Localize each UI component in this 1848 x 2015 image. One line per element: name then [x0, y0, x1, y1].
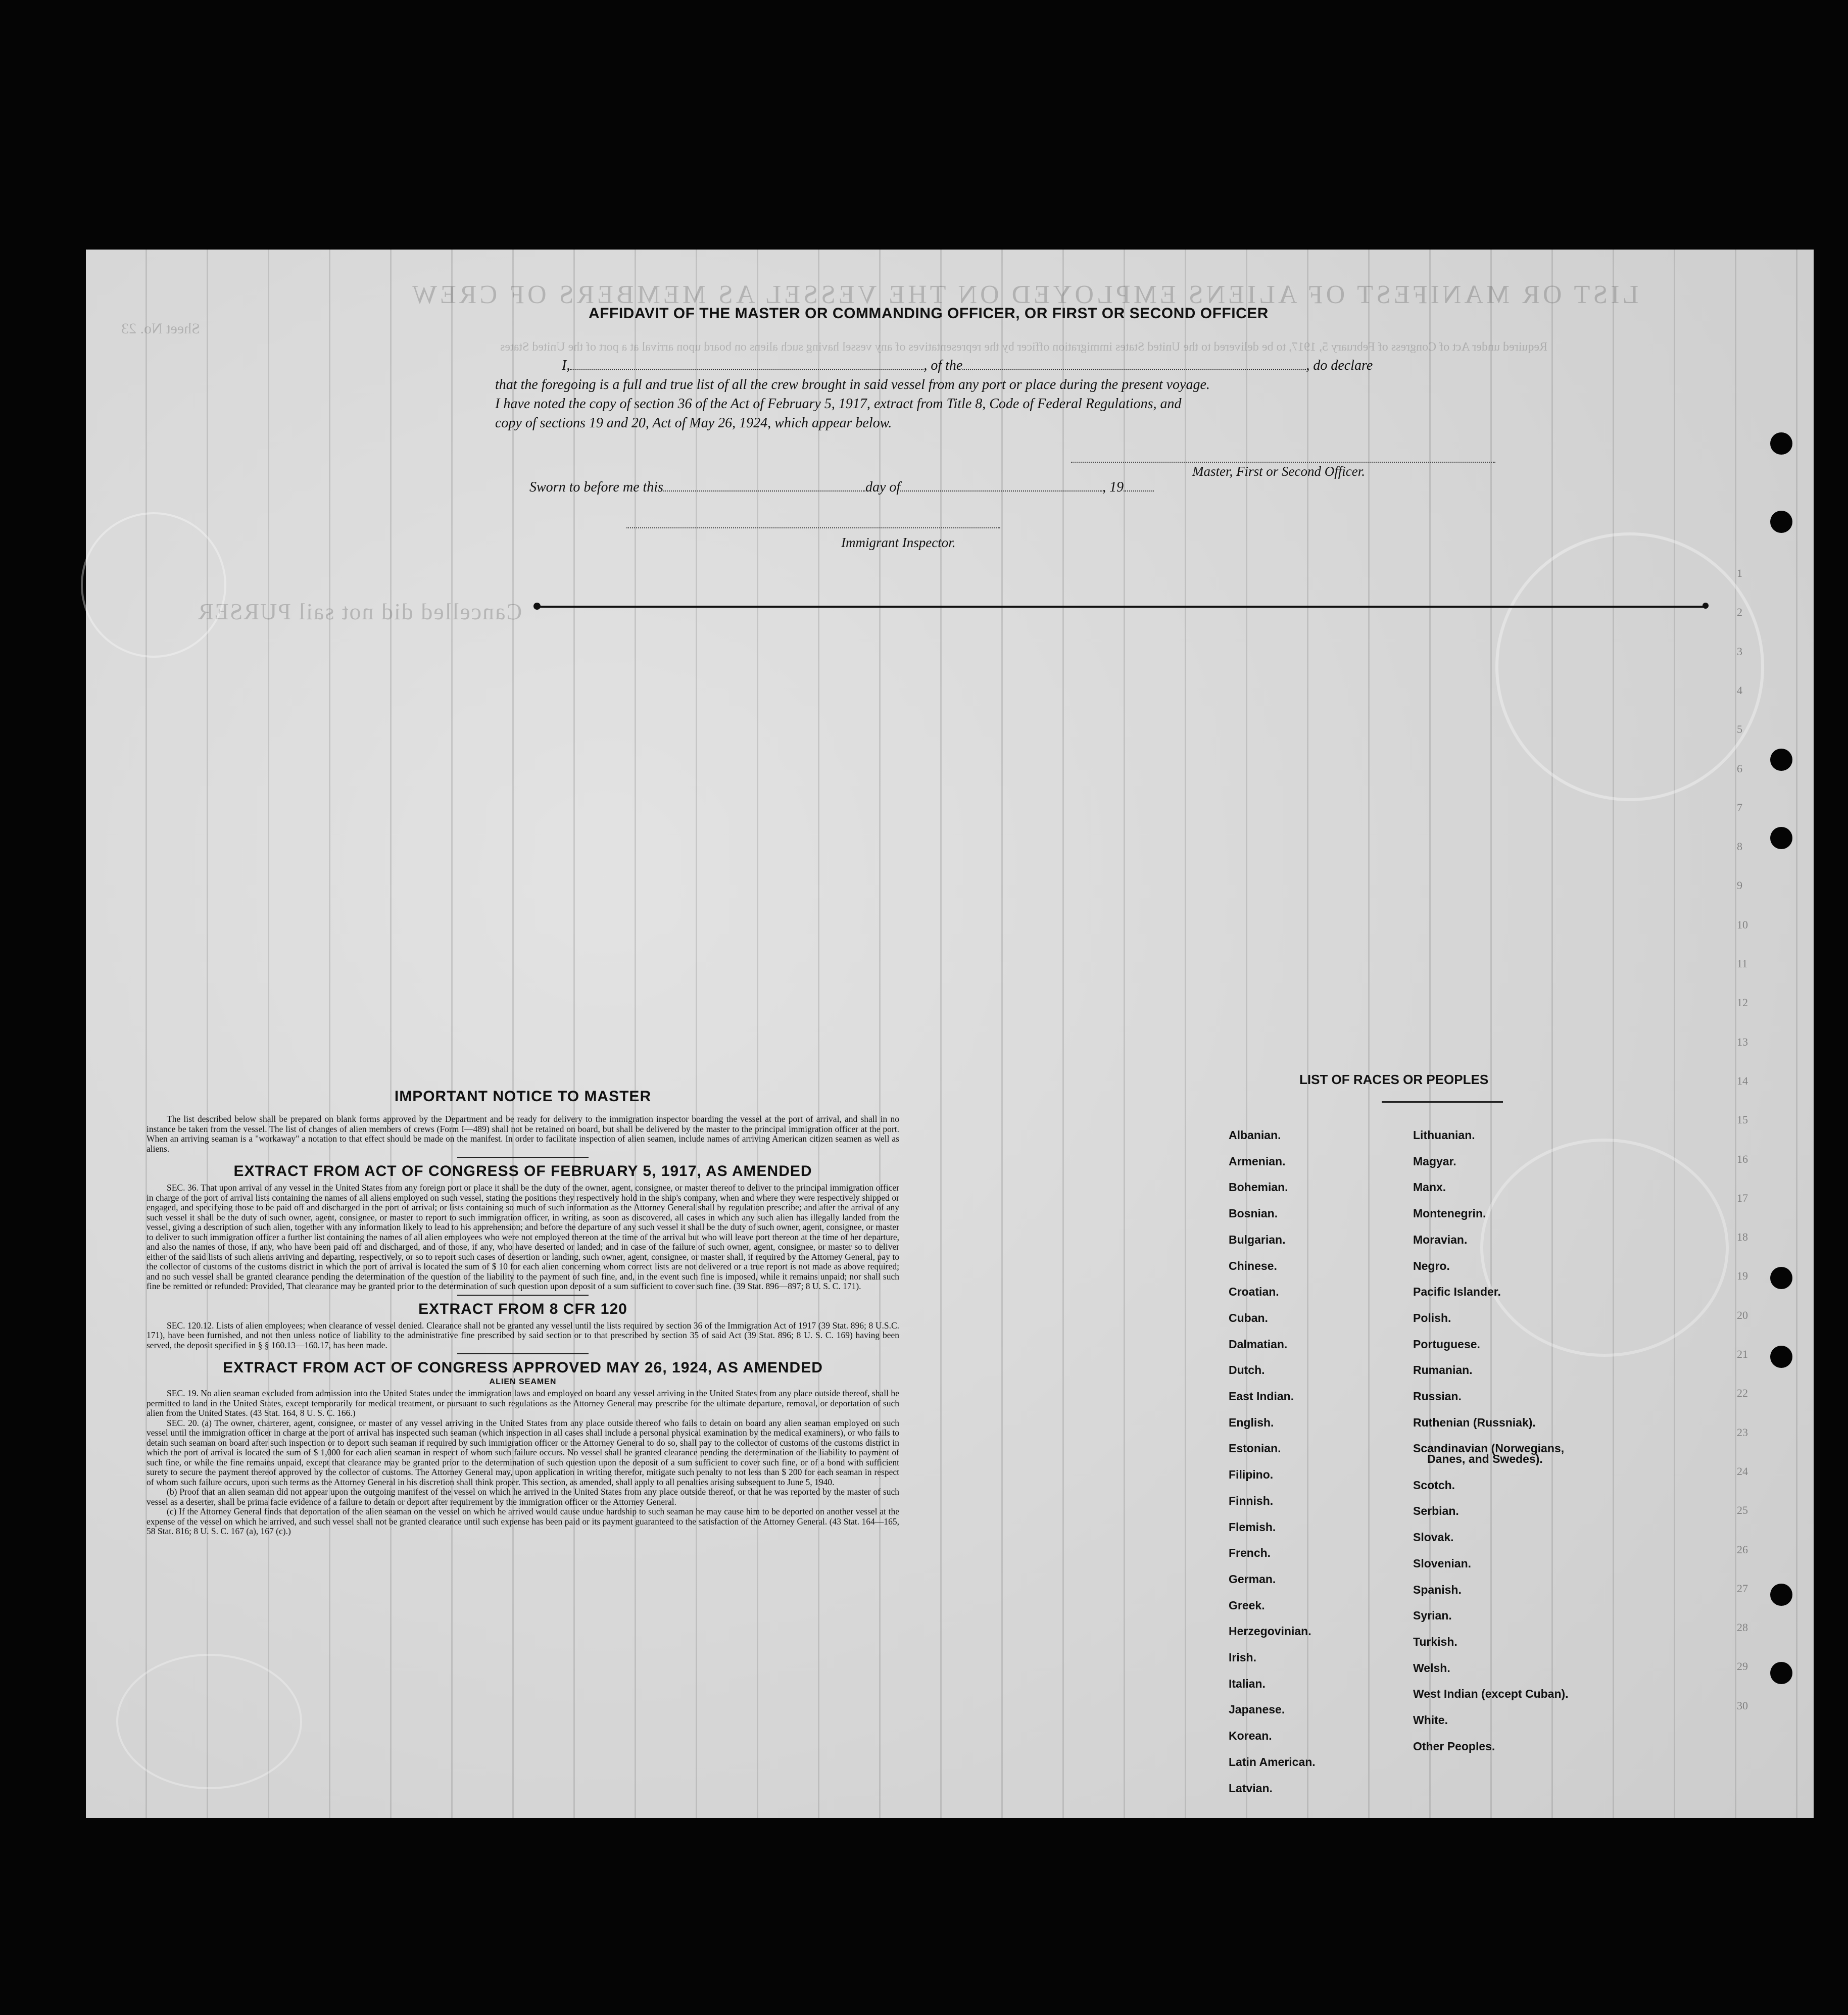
cancel-line-end	[1703, 603, 1709, 609]
race-item: English.	[1229, 1415, 1274, 1429]
row-number: 10	[1737, 918, 1748, 931]
race-item: White.	[1413, 1713, 1448, 1727]
row-number: 6	[1737, 762, 1742, 775]
ghost-title: LIST OR MANIFEST OF ALIENS EMPLOYED ON THE VESSEL AS MEMBERS OF CREW	[409, 280, 1639, 309]
extract-1924-sec20c: (c) If the Attorney General finds that deportation of the alien seaman on the vessel on which he arrived would cause undue hardship to such seaman he may cause him to be deported on another vessel at the expense of the vessel on which he arrived, and such vessel shall not be granted clearance until such expense has been paid or its payment guaranteed to the satisfaction of the Attorney General. (43 Stat. 164—165, 58 Stat. 816; 8 U. S. C. 167 (a), 167 (c).)	[147, 1506, 899, 1536]
ghost-sheet-number: Sheet No. 23	[121, 320, 200, 337]
race-item: Finnish.	[1229, 1494, 1274, 1507]
inspector-signature-line	[626, 527, 1000, 528]
name-blank	[570, 358, 923, 370]
race-item: French.	[1229, 1546, 1271, 1560]
master-signature-line	[1071, 462, 1495, 463]
ghost-subtitle: Required under Act of Congress of February 5, 1917, to be delivered to the United States immigration officer by the representatives of any vessel having such aliens on board upon arrival at a port of the United States	[500, 340, 1548, 354]
month-blank	[900, 479, 1102, 492]
race-item: Ruthenian (Russniak).	[1413, 1415, 1536, 1429]
race-item: Other Peoples.	[1413, 1739, 1495, 1753]
race-item: Pacific Islander.	[1413, 1285, 1501, 1299]
notice-column	[147, 1088, 899, 1537]
race-item: West Indian (except Cuban).	[1413, 1687, 1569, 1701]
affidavit-line-3: I have noted the copy of section 36 of the Act of February 5, 1917, extract from Title 8, Code of Federal Regulations, and	[495, 396, 1182, 412]
row-number: 22	[1737, 1387, 1748, 1400]
sworn-line	[529, 479, 1154, 496]
punch-hole	[1770, 511, 1792, 533]
row-number: 26	[1737, 1543, 1748, 1556]
affidavit-do-declare: , do declare	[1306, 358, 1373, 373]
row-number: 17	[1737, 1191, 1748, 1204]
row-number: 8	[1737, 840, 1742, 853]
row-number: 18	[1737, 1231, 1748, 1244]
race-item: Scandinavian (Norwegians,	[1413, 1442, 1565, 1455]
year-text: , 19	[1102, 479, 1124, 495]
row-number: 16	[1737, 1152, 1748, 1165]
year-blank	[1124, 479, 1154, 492]
race-item: Estonian.	[1229, 1442, 1281, 1455]
race-item: Herzegovinian.	[1229, 1625, 1311, 1638]
race-item: Flemish.	[1229, 1520, 1276, 1534]
row-number: 3	[1737, 645, 1742, 658]
race-item: Welsh.	[1413, 1661, 1450, 1675]
punch-hole	[1770, 1346, 1792, 1368]
extract-1924-sec20a: SEC. 20. (a) The owner, charterer, agent, consignee, or master of any vessel arriving in the United States from any place outside thereof who fails to detain on board any alien seaman employed on such vessel until the immigration officer in charge at the port of arrival has inspected such seaman (which inspection in all cases shall include a personal physical examination by the medical examiners), or who fails to detain such seaman on board after such inspection or to deport such seaman if required by such immigration officer or the Attorney General to do so, shall pay to the collector of customs of the customs district in which the port of arrival is located the sum of $ 1,000 for each alien seaman in respect of whom such failure occurs. No vessel shall be granted clearance pending the determination of the liability to payment of such fine, or while the fine remains unpaid, except that clearance may be granted prior to the determination of such question upon the deposit of a sum sufficient to cover such fine, or of a bond with sufficient surety to secure the payment thereof approved by the collector of customs. The Attorney General may, upon application in writing therefor, mitigate such penalty to not less than $ 200 for each seaman in respect of whom such failure occurs, upon such terms as the Attorney General in his discretion shall think proper. This section, as amended, shall apply to all penalties arising subsequent to June 5, 1940.	[147, 1417, 899, 1487]
row-number: 21	[1737, 1348, 1748, 1360]
row-number: 30	[1737, 1699, 1748, 1712]
extract-1924-sec19: SEC. 19. No alien seaman excluded from admission into the United States under the immigration laws and employed on board any vessel arriving in the United States from any place outside thereof, shall be permitted to land in the United States, except temporarily for medical treatment, or pursuant to such regulations as the Attorney General may prescribe for the ultimate departure, removal, or deportation of such alien from the United States. (43 Stat. 164, 8 U. S. C. 166.)	[147, 1388, 899, 1418]
race-item: Latin American.	[1229, 1755, 1316, 1768]
races-divider	[1382, 1101, 1503, 1103]
row-number: 27	[1737, 1582, 1748, 1595]
race-item: Bulgarian.	[1229, 1233, 1286, 1246]
race-item: Filipino.	[1229, 1468, 1274, 1482]
race-item: Albanian.	[1229, 1128, 1281, 1142]
race-item: Greek.	[1229, 1598, 1265, 1612]
race-item: Manx.	[1413, 1181, 1446, 1194]
row-number: 7	[1737, 801, 1742, 814]
race-item: Russian.	[1413, 1390, 1462, 1403]
affidavit-i: I,	[562, 358, 570, 373]
row-number: 14	[1737, 1074, 1748, 1087]
affidavit-of-the: , of the	[923, 358, 963, 373]
race-item: Magyar.	[1413, 1154, 1456, 1168]
row-number: 15	[1737, 1113, 1748, 1126]
punch-hole	[1770, 749, 1792, 771]
extract-cfr-title: EXTRACT FROM 8 CFR 120	[418, 1300, 627, 1317]
race-item: East Indian.	[1229, 1390, 1294, 1403]
extract-1917-body: SEC. 36. That upon arrival of any vessel in the United States from any foreign port or place it shall be the duty of the owner, agent, consignee, or master thereof to deliver to the principal immigration officer in charge of the port of arrival lists containing the names of all aliens employed on such vessel, stating the positions they respectively hold in the ship's company, when and where they were respectively shipped or engaged, and specifying those to be paid off and discharged in the port of arrival; or lists containing so much of such information as the Attorney General shall by regulation prescribe; and after the arrival of any such vessel it shall be the duty of such owner, agent, consignee, or master to report to such immigration officer, in writing, as soon as discovered, all cases in which any such alien has illegally landed from the vessel, giving a description of such alien, together with any information likely to lead to his apprehension; and before the departure of any such vessel it shall be the duty of such owner, agent, consignee, or master to deliver to such immigration officer a further list containing the names of all alien employees who were not employed thereon at the time of the arrival but who will leave port thereon at the time of her departure, and also the names of those, if any, who have been paid off and discharged, and of those, if any, who have deserted or landed; and in case of the failure of such owner, agent, consignee, or master so to deliver either of the said lists of such aliens arriving and departing, respectively, or so to report such cases of desertion or landing, such owner, agent, consignee, or master shall, if required by the Attorney General, pay to the collector of customs of the customs district in which the port of arrival is located the sum of $ 10 for each alien concerning whom correct lists are not delivered or a true report is not made as above required; and no such vessel shall be granted clearance pending the determination of the question of the liability to the payment of such fine, and, in the event such fine is imposed, while it remains unpaid; nor shall such fine be remitted or refunded: Provided, That clearance may be granted prior to the determination of such question upon deposit of a sum sufficient to cover such fine. (39 Stat. 896—897; 8 U. S. C. 171).	[147, 1183, 899, 1291]
race-item: Croatian.	[1229, 1285, 1279, 1299]
row-number: 13	[1737, 1035, 1748, 1048]
race-item: Portuguese.	[1413, 1337, 1480, 1351]
vessel-blank	[962, 358, 1306, 370]
row-number: 19	[1737, 1269, 1748, 1283]
race-item: Negro.	[1413, 1259, 1450, 1272]
sworn-text: Sworn to before me this	[529, 479, 663, 495]
divider	[457, 1157, 589, 1158]
row-number: 4	[1737, 683, 1742, 697]
inspector-label: Immigrant Inspector.	[841, 535, 956, 550]
race-item: Spanish.	[1413, 1583, 1462, 1596]
notice-title: IMPORTANT NOTICE TO MASTER	[394, 1088, 652, 1105]
master-label: Master, First or Second Officer.	[1192, 464, 1365, 479]
affidavit-line-1	[562, 358, 1373, 374]
race-item: Bosnian.	[1229, 1207, 1278, 1220]
race-item: Korean.	[1229, 1729, 1272, 1743]
faded-stamp	[116, 1654, 302, 1789]
row-number: 23	[1737, 1426, 1748, 1439]
race-item: Chinese.	[1229, 1259, 1277, 1272]
race-item: Slovak.	[1413, 1531, 1454, 1544]
race-item: Irish.	[1229, 1651, 1256, 1664]
affidavit-line-4: copy of sections 19 and 20, Act of May 26, 1924, which appear below.	[495, 415, 892, 431]
extract-1924-subtitle: ALIEN SEAMEN	[489, 1378, 557, 1386]
race-item: Turkish.	[1413, 1635, 1457, 1648]
extract-1917-title: EXTRACT FROM ACT OF CONGRESS OF FEBRUARY 5, 1917, AS AMENDED	[233, 1163, 812, 1179]
race-item: Moravian.	[1413, 1233, 1468, 1246]
row-number: 20	[1737, 1308, 1748, 1321]
race-item: Syrian.	[1413, 1609, 1452, 1623]
manifest-sheet	[86, 250, 1814, 1818]
cancellation-line	[540, 606, 1707, 608]
ghost-cancelled-note: Cancelled did not sail PURSER	[197, 599, 522, 624]
race-item: Japanese.	[1229, 1703, 1285, 1716]
race-item: Dutch.	[1229, 1363, 1265, 1377]
day-blank	[663, 479, 865, 492]
row-number: 29	[1737, 1660, 1748, 1673]
race-item: German.	[1229, 1572, 1276, 1586]
punch-hole	[1770, 1662, 1792, 1684]
race-item: Polish.	[1413, 1311, 1451, 1324]
affidavit-line-2: that the foregoing is a full and true list of all the crew brought in said vessel from any port or place during the present voyage.	[495, 377, 1210, 392]
race-item: Montenegrin.	[1413, 1207, 1486, 1220]
faded-stamp	[81, 512, 226, 658]
row-number: 28	[1737, 1621, 1748, 1634]
race-item: Slovenian.	[1413, 1556, 1472, 1570]
faded-stamp	[1495, 532, 1764, 801]
notice-body: The list described below shall be prepared on blank forms approved by the Department and be ready for delivery to the immigration inspector boarding the vessel at the port of arrival, and shall in no instance be taken from the vessel. The list of changes of alien members of crews (Form I—489) shall not be retained on board, but shall be delivered by the master to the principal immigration officer at the port. When an arriving seaman is a "workaway" a notation to that effect should be made on the manifest. In order to facilitate inspection of alien seamen, include names of arriving American citizen seamen as well as aliens.	[147, 1114, 899, 1154]
race-item: Bohemian.	[1229, 1181, 1288, 1194]
row-number: 25	[1737, 1504, 1748, 1517]
race-item: Dalmatian.	[1229, 1337, 1288, 1351]
race-item: Cuban.	[1229, 1311, 1268, 1324]
row-number: 11	[1737, 957, 1748, 970]
race-item: Lithuanian.	[1413, 1128, 1475, 1142]
races-title: LIST OF RACES OR PEOPLES	[1299, 1072, 1489, 1087]
divider	[457, 1353, 589, 1354]
punch-hole	[1770, 1267, 1792, 1289]
row-number: 2	[1737, 606, 1742, 619]
punch-hole	[1770, 827, 1792, 849]
race-item: Italian.	[1229, 1677, 1266, 1690]
extract-cfr-body: SEC. 120.12. Lists of alien employees; when clearance of vessel denied. Clearance shall not be granted any vessel until the lists required by section 36 of the Immigration Act of 1917 (39 Stat. 896; 8 U.S.C. 171), have been furnished, and not then unless notice of liability to the administrative fine prescribed by said section or to that prescribed by section 35 of said Act (39 Stat. 896; 8 U. S. C. 169) having been served, the deposit specified in § § 160.13—160.17, has been made.	[147, 1320, 899, 1350]
race-item: Danes, and Swedes).	[1427, 1452, 1543, 1466]
row-number: 5	[1737, 723, 1742, 736]
extract-1924-title: EXTRACT FROM ACT OF CONGRESS APPROVED MAY 26, 1924, AS AMENDED	[223, 1359, 823, 1376]
row-number: 24	[1737, 1464, 1748, 1478]
affidavit-title: AFFIDAVIT OF THE MASTER OR COMMANDING OFFICER, OR FIRST OR SECOND OFFICER	[589, 305, 1269, 322]
punch-hole	[1770, 432, 1792, 455]
race-item: Rumanian.	[1413, 1363, 1473, 1377]
divider	[457, 1295, 589, 1296]
day-of-text: day of	[865, 479, 901, 495]
race-item: Scotch.	[1413, 1478, 1455, 1492]
race-item: Latvian.	[1229, 1781, 1273, 1795]
row-number: 9	[1737, 879, 1742, 892]
extract-1924-sec20b: (b) Proof that an alien seaman did not appear upon the outgoing manifest of the vessel on which he arrived in the United States from any place outside thereof, or that he was reported by the master of such vessel as a deserter, shall be prima facie evidence of a failure to detain or deport after requirement by the immigration officer or the Attorney General.	[147, 1487, 899, 1507]
race-item: Armenian.	[1229, 1154, 1286, 1168]
punch-hole	[1770, 1584, 1792, 1606]
faded-stamp	[1480, 1139, 1729, 1357]
row-number: 12	[1737, 996, 1748, 1009]
race-item: Serbian.	[1413, 1504, 1459, 1518]
row-number: 1	[1737, 567, 1742, 579]
